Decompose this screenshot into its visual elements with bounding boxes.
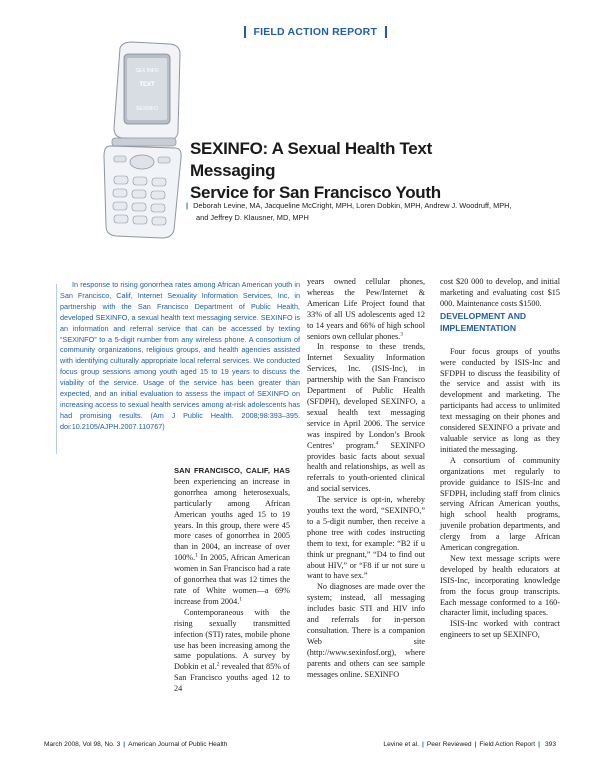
abstract-text: In response to rising gonorrhea rates among African American youth in San Francisco, Calif, Internet Sexuality Information Services, Inc, in partnership with the San Francisco Department of Public Health, developed SEXINFO, a sexual health text messaging service. SEXINFO is an information and referral service that can be accessed by texting “SEXINFO” to a 5-digit number from any wireless phone. A consortium of community organizations, religious groups, and health agencies assisted with identifying culturally appropriate local referral services. We conducted focus group sessions among youth aged 15 to 19 years to discuss the viability of the service. Usage of the service has been greater than expected, and an initial evaluation to assess the impact of SEXINFO on increasing access to sexual health services among at-risk adolescents has had promising results.: [60, 280, 300, 420]
author-divider: |: [186, 201, 189, 210]
paragraph: [307, 277, 425, 342]
footer-divider: |: [421, 741, 424, 748]
footer-divider: |: [123, 741, 126, 748]
article-title-line: Service for San Francisco Youth: [190, 183, 441, 202]
footer-section: Field Action Report: [479, 741, 536, 748]
paragraph-text: been experiencing an increase in gonorrhea among heterosexuals, particularly among African American youths aged 15 to 19 years. In this group, there were 45 more cases of gonorrhea in 2005 than in 2004, an increase of over 100%.: [174, 476, 290, 563]
abstract: [60, 280, 300, 433]
phone-screen-text: TEXT: [139, 82, 155, 88]
paragraph: [174, 466, 290, 608]
section-label: [244, 26, 387, 38]
author-line: Deborah Levine, MA, Jacqueline McCright, MPH, Loren Dobkin, MPH, Andrew J. Woodruff, MPH,: [193, 201, 512, 210]
author-list: [186, 200, 526, 224]
section-divider: [244, 26, 246, 38]
reference-marker[interactable]: 1: [195, 552, 198, 559]
paragraph: cost $20 000 to develop, and initial marketing and evaluating cost $15 000. Maintenance costs $1500.: [440, 277, 560, 308]
paragraph: New text message scripts were developed by health educators at ISIS-Inc, incorporating knowledge from the focus group transcripts. Each message conformed to a 160-character limit, including spaces.: [440, 553, 560, 618]
phone-screen-text: SEXINFO: [136, 106, 158, 112]
abstract-rule: [56, 284, 57, 454]
section-heading: DEVELOPMENT AND IMPLEMENTATION: [440, 310, 527, 333]
paragraph: ISIS-Inc worked with contract engineers to set up SEXINFO,: [440, 619, 560, 640]
reference-marker[interactable]: 3: [400, 330, 403, 337]
abstract-citation: (Am J Public Health. 2008;98:393–395. doi:10.2105/AJPH.2007.110767): [60, 410, 300, 431]
paragraph: [307, 342, 425, 495]
reference-marker[interactable]: 2: [216, 661, 220, 668]
author-line: and Jeffrey D. Klausner, MD, MPH: [196, 213, 309, 222]
article-title: [190, 138, 520, 204]
footer-review: Peer Reviewed: [426, 741, 472, 748]
paragraph-text: SEXINFO provides basic facts about sexual health and relationships, as well as referrals to youth-oriented clinical and social services.: [307, 440, 425, 494]
footer-right: [383, 741, 556, 748]
phone-screen-text: SEX INFO: [135, 68, 159, 74]
section-divider: [385, 26, 387, 38]
paragraph: A consortium of community organizations met regularly to provide guidance to ISIS-Inc and SFDPH, including staff from clinics serving African American youths, high school health programs, juvenile probation departments, and clergy from a large African American congregation.: [440, 455, 560, 553]
paragraph-text: In response to these trends, Internet Sexuality Information Services, Inc. (ISIS-Inc), in partnership with the San Francisco Department of Public Health (SFDPH), developed SEXINFO, a sexual health text messaging service in April 2006. The service was inspired by London’s Brook Centres’ program.: [307, 342, 425, 450]
paragraph: No diagnoses are made over the system; instead, all messaging includes basic STI and HIV info and referrals for in-person consultation. There is a companion Web site (http://www.sexinfosf.org), where parents and others can see sample messages online. SEXINFO: [307, 582, 425, 679]
paragraph-text: In 2005, African American women in San Francisco had a rate of gonorrhea that was 12 times the rate of White women—a 69% increase from 2004.: [174, 553, 290, 606]
reference-marker[interactable]: 4: [375, 439, 379, 446]
page-number: 393: [544, 741, 556, 748]
footer-left: [44, 741, 227, 748]
paragraph: The service is opt-in, whereby youths text the word, “SEXINFO,” to a 5-digit number, then receive a phone tree with codes instructing them to text, for example: “B2 if u think ur pregnant,” “D4 to find out about HIV,” or “F8 if ur not sure u want to have sex.”: [307, 495, 425, 581]
body-column-3: [440, 277, 560, 641]
footer-issue: March 2008, Vol 98, No. 3: [44, 741, 121, 748]
lead-in: SAN FRANCISCO, CALIF, HAS: [174, 466, 290, 475]
footer-divider: |: [538, 741, 540, 748]
body-column-1: [174, 466, 290, 695]
page-footer: [44, 741, 556, 753]
section-label-text: FIELD ACTION REPORT: [253, 26, 378, 38]
paragraph-text: years owned cellular phones, whereas the Pew/Internet & American Life Project found that 33% of all US adolescents aged 12 to 14 years and 66% of high school seniors own cellular phones.: [307, 277, 425, 341]
footer-authors: Levine et al.: [383, 741, 419, 748]
paragraph: Four focus groups of youths were conducted by ISIS-Inc and SFDPH to discuss the feasibility of the service and assist with its development and marketing. The participants had access to unlimited text messaging on their phones and considered SEXINFO a private and valuable service as long as they initiated the messaging.: [440, 346, 560, 454]
body-column-2: [307, 277, 425, 681]
paragraph-text: Contemporaneous with the rising sexually transmitted infection (STI) rates, mobile phone use has been increasing among the same populations. A survey by Dobkin et al.: [174, 607, 290, 672]
reference-marker[interactable]: 1: [239, 596, 242, 603]
article-title-line: SEXINFO: A Sexual Health Text Messaging: [190, 139, 432, 180]
footer-journal: American Journal of Public Health: [128, 741, 228, 748]
paragraph: [174, 608, 290, 695]
paragraph-text: revealed that 85% of San Francisco youths aged 12 to 24: [174, 662, 290, 694]
footer-divider: |: [474, 741, 477, 748]
